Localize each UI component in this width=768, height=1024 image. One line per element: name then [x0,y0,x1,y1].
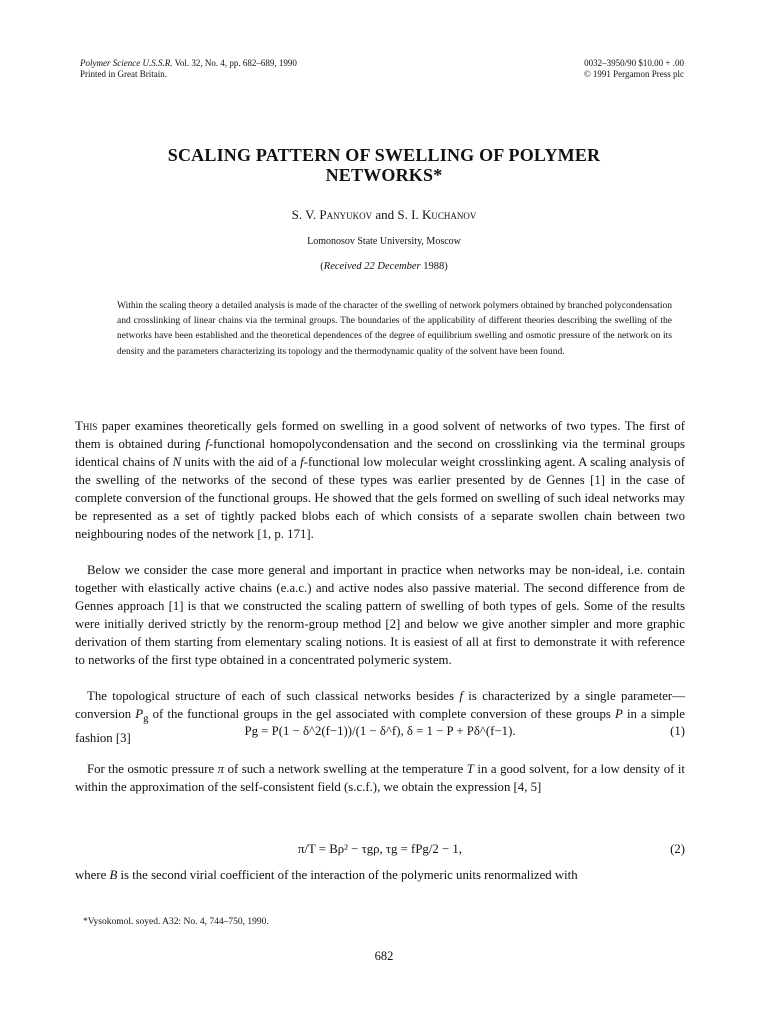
author-1-surname: Panyukov [319,207,373,222]
received-label: Received [323,261,362,272]
author-1-initials: S. V. [291,207,317,222]
author-list [0,207,768,223]
paper-title [60,145,708,185]
title-line-2: NETWORKS* [325,165,443,185]
body-paragraph-4 [75,760,685,796]
footnote: *Vysokomol. soyed. A32: No. 4, 744–750, 1990. [83,917,269,927]
author-conjunction: and [375,207,395,222]
p4-var-pi: π [217,762,225,776]
footnote-divider [75,900,195,901]
p4-text-3: in a good solvent, for a low density of it within the approximation of the self-consistent field (s.c.f.), we obtain the expression [4, 5] [75,762,685,794]
p5-text-1: where [75,868,110,882]
equation-1-number: (1) [670,724,685,738]
equation-1-formula: Pg = P(1 − δ^2(f−1))/(1 − δ^f), δ = 1 − P + Pδ^(f−1). [244,724,516,738]
p1-text-1: paper examines theoretically gels formed on swelling in a good solvent of networks of two types. The first of them is obtained during [75,419,685,451]
abstract: Within the scaling theory a detailed analysis is made of the character of the swelling of network polymers obtained by branched polycondensation and crosslinking of linear chains via the terminal groups. The boundaries of the applicability of different theories describing the swelling of the networks have been established and the theoretical dependences of the degree of equilibrium swelling and osmotic pressure of the network on its density and the parameters characterizing its topology and the thermodynamic quality of the solvent have been found. [117,301,672,357]
publisher-info [584,58,684,80]
equation-2-number: (2) [670,842,685,856]
p1-text-3: units with the aid of a [181,455,301,469]
p4-text-2: of such a network swelling at the temperature [224,762,467,776]
p3-var-P: P [135,707,144,721]
page-number: 682 [374,949,394,963]
received-day-month: 22 December [364,261,421,272]
p1-var-f: f [205,437,209,451]
body-paragraph-2: Below we consider the case more general and important in practice when networks may be non-ideal, i.e. contain together with elastically active chains (e.a.c.) and active nodes also passive material. The second difference from de Gennes approach [1] is that we constructed the scaling pattern of swelling of both types of gels. Some of the results were initially derived strictly by the renorm-group method [2] and below we give another simpler and more graphic derivation of them starting from elementary scaling notions. It is easiest of all at first to demonstrate it with reference to networks of the first type obtained in a concentrated polymeric system. [75,563,685,667]
author-2-initials: S. I. [397,207,419,222]
body-paragraph-5 [75,866,685,884]
received-date [0,260,768,273]
p1-var-f2: f [300,455,304,469]
journal-citation [80,58,297,80]
received-year: 1988) [423,261,448,272]
received-open: ( [320,261,324,272]
p3-subscript-g: g [143,713,149,725]
author-2-surname: Kuchanov [421,207,477,222]
issn-code: 0032–3950/90 $10.00 + .00 [584,58,684,68]
p5-var-B: B [109,868,118,882]
volume-info: Vol. 32, No. 4, pp. 682–689, 1990 [174,58,297,68]
equation-2-formula: π/T = Bρ² − τgρ, τg = fPg/2 − 1, [297,842,463,856]
p1-text-4: -functional low molecular weight crosslinking agent. A scaling analysis of the swelling of the networks of the second of these types was earlier presented by de Gennes [1] in the case of complete conversion of the functional groups. He showed that the gels formed on swelling of such ideal networks may be represented as a set of tightly packed blobs each of which consists of a separate swollen chain between two neighbouring nodes of the network [1, p. 171]. [75,455,685,541]
p4-var-T: T [466,762,474,776]
p1-text-2: -functional homopolycondensation and the second on crosslinking via the terminal groups identical chains of [75,437,685,469]
p1-var-N: N [172,455,182,469]
title-line-1: SCALING PATTERN OF SWELLING OF POLYMER [167,145,601,165]
body-paragraph-1 [75,417,685,543]
p3-text-4: in a simple fashion [3] [75,707,685,745]
printed-location: Printed in Great Britain. [80,69,167,79]
copyright-notice: © 1991 Pergamon Press plc [583,69,684,79]
p3-text-3: of the functional groups in the gel associated with complete conversion of these groups [148,707,615,721]
journal-name: Polymer Science U.S.S.R. [80,58,173,68]
p3-text-2: is characterized by a single parameter—conversion [75,689,685,721]
p5-text-2: is the second virial coefficient of the interaction of the polymeric units renormalized with [117,868,578,882]
p3-var-f: f [459,689,463,703]
p4-text-1: For the osmotic pressure [87,762,218,776]
lead-word: This [75,419,98,433]
p3-var-P2: P [614,707,623,721]
p3-text-1: The topological structure of each of such classical networks besides [87,689,460,703]
affiliation: Lomonosov State University, Moscow [307,236,461,247]
